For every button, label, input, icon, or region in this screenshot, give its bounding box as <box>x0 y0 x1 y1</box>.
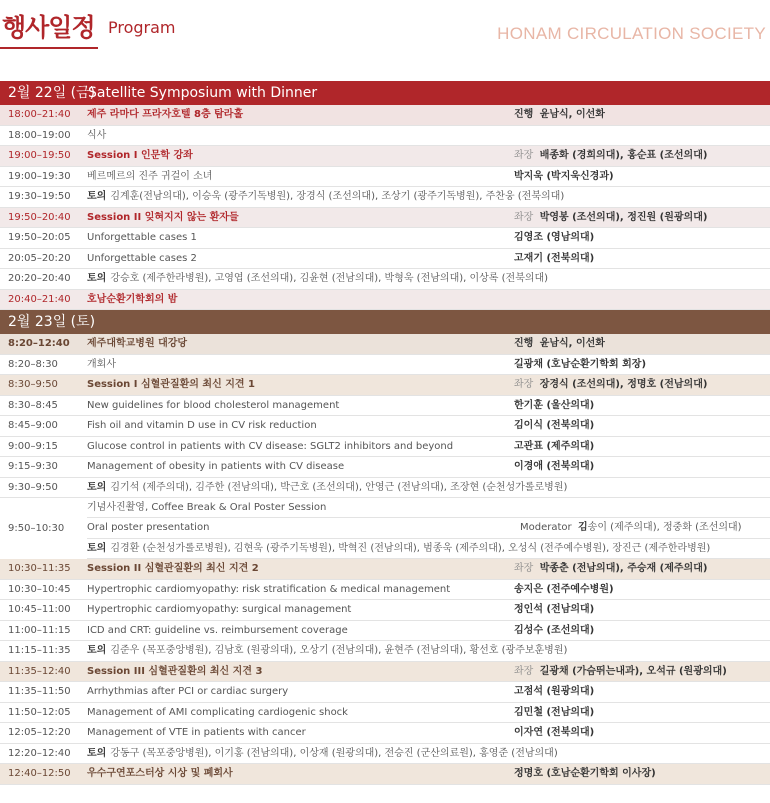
speaker-names: 윤남식, 이선화 <box>539 338 605 349</box>
speaker-names: 장경식 (조선의대), 정명호 (전남의대) <box>539 379 708 390</box>
schedule-title: Management of obesity in patients with CV disease <box>87 461 345 472</box>
speaker <box>514 703 770 724</box>
schedule-title: Session III 심혈관질환의 최신 지견 3 <box>87 665 263 677</box>
discussion-panel: 김계훈(전남의대), 이승욱 (광주기독병원), 장경식 (조선의대), 조상기 (광주기독병원), 주찬웅 (전북의대) <box>110 191 565 202</box>
speaker-names: 김이식 (전북의대) <box>514 420 595 431</box>
schedule-title: Oral poster presentation <box>87 522 210 534</box>
schedule-time: 8:20–12:40 <box>8 338 70 349</box>
schedule-title: Session II 잊혀지지 않는 환자들 <box>87 211 239 223</box>
schedule-time: 12:05–12:20 <box>8 727 71 738</box>
schedule-title: Management of AMI complicating cardiogenic shock <box>87 706 348 718</box>
schedule-row <box>87 539 770 559</box>
session-row <box>0 764 770 785</box>
schedule-time: 19:50–20:40 <box>8 211 71 223</box>
discussion-panel: 강동구 (목포중앙병원), 이기홍 (전남의대), 이상재 (원광의대), 전승진 (군산의료원), 홍영준 (전남의대) <box>110 747 558 759</box>
discussion-panel: 김준우 (목포중앙병원), 김남호 (원광의대), 오상기 (전남의대), 윤현주 (전남의대), 황선호 (광주보훈병원) <box>110 645 568 656</box>
schedule-title: 호남순환기학회의 밤 <box>87 293 178 305</box>
speaker-names: 박영봉 (조선의대), 정진원 (원광의대) <box>539 211 708 223</box>
schedule-time: 10:30–10:45 <box>8 583 71 595</box>
speaker-names: 고관표 (제주의대) <box>514 440 595 452</box>
venue-row <box>0 105 770 126</box>
speaker <box>514 621 770 642</box>
speaker-names: 길광채 (호남순환기학회 회장) <box>514 358 647 370</box>
speaker <box>514 437 770 458</box>
speaker <box>514 105 770 126</box>
discussion-label: 토의 <box>87 191 107 202</box>
schedule-time: 18:00–21:40 <box>8 109 71 120</box>
schedule-row <box>0 723 770 744</box>
page-title-en: Program <box>108 18 176 37</box>
speaker <box>514 228 770 249</box>
discussion <box>87 539 767 559</box>
speaker-names: 김민철 (전남의대) <box>514 706 595 718</box>
speaker <box>514 249 770 270</box>
schedule-time: 11:35–11:50 <box>8 686 71 697</box>
schedule-time: 8:30–8:45 <box>8 399 58 411</box>
speaker <box>514 167 770 188</box>
speaker <box>514 559 770 580</box>
discussion-row <box>0 187 770 208</box>
speaker <box>514 396 770 417</box>
session-row <box>0 559 770 580</box>
speaker <box>514 146 770 167</box>
discussion-panel: 강승호 (제주한라병원), 고영엽 (조선의대), 김윤현 (전남의대), 박형욱 (전남의대), 이상록 (전북의대) <box>110 273 549 284</box>
schedule-time: 9:50–10:30 <box>8 523 65 534</box>
speaker-names: 윤남식, 이선화 <box>539 109 605 120</box>
schedule-row <box>0 228 770 249</box>
speaker <box>514 375 770 396</box>
schedule-time: 20:40–21:40 <box>8 293 71 305</box>
schedule-time: 12:20–12:40 <box>8 747 71 759</box>
role-label: 좌장 <box>514 665 534 677</box>
session-row <box>0 146 770 167</box>
schedule-time: 20:05–20:20 <box>8 252 71 264</box>
schedule-row <box>0 396 770 417</box>
schedule-title: Hypertrophic cardiomyopathy: surgical management <box>87 604 352 615</box>
schedule-row <box>0 457 770 478</box>
session-row <box>0 290 770 311</box>
speaker-names: 정인석 (전남의대) <box>514 604 595 615</box>
speaker <box>514 580 770 601</box>
coffee-break-group <box>0 498 770 559</box>
speaker-names: 고점석 (원광의대) <box>514 686 595 697</box>
schedule-title: Hypertrophic cardiomyopathy: risk stratification & medical management <box>87 583 451 595</box>
schedule-row <box>87 498 770 518</box>
schedule-row <box>0 682 770 703</box>
schedule-title: 베르메르의 진주 귀걸이 소녀 <box>87 170 213 182</box>
role-label: 좌장 <box>514 211 534 223</box>
speaker-names: 이자연 (전북의대) <box>514 727 595 738</box>
moderator-initial: 김 <box>578 522 588 534</box>
discussion <box>87 187 767 208</box>
schedule-time: 19:00–19:50 <box>8 150 71 161</box>
discussion <box>87 744 767 765</box>
speaker-names: 정명호 (호남순환기학회 이사장) <box>514 768 656 779</box>
role-label: 진행 <box>514 338 534 349</box>
day2-header <box>0 310 770 334</box>
schedule-time: 11:15–11:35 <box>8 645 71 656</box>
day1-title: Satellite Symposium with Dinner <box>88 85 318 101</box>
speaker <box>514 334 770 355</box>
day1-header <box>0 81 770 105</box>
schedule-title: Fish oil and vitamin D use in CV risk reduction <box>87 420 317 431</box>
day2-date: 2월 23일 (토) <box>8 314 96 330</box>
role-label: 진행 <box>514 109 534 120</box>
schedule-title: 우수구연포스터상 시상 및 폐회사 <box>87 768 233 779</box>
speaker-names: 배종화 (경희의대), 홍순표 (조선의대) <box>539 150 708 161</box>
schedule-time: 19:30–19:50 <box>8 191 71 202</box>
schedule-time: 11:50–12:05 <box>8 706 71 718</box>
page-header <box>0 0 770 60</box>
speaker-names: 길광채 (가슴뛰는내과), 오석규 (원광의대) <box>539 665 727 677</box>
schedule-title: Unforgettable cases 1 <box>87 232 197 243</box>
schedule-row <box>0 126 770 147</box>
day2-schedule <box>0 334 770 785</box>
schedule-title: Session I 인문학 강좌 <box>87 150 193 161</box>
venue-row <box>0 334 770 355</box>
schedule-row <box>0 249 770 270</box>
schedule-row <box>0 621 770 642</box>
moderator <box>520 518 770 538</box>
role-label: 좌장 <box>514 150 534 161</box>
session-row <box>0 208 770 229</box>
speaker-names: 김성수 (조선의대) <box>514 624 595 636</box>
schedule-time: 19:00–19:30 <box>8 170 71 182</box>
schedule-row <box>0 437 770 458</box>
speaker <box>514 416 770 437</box>
schedule-title: Unforgettable cases 2 <box>87 252 197 264</box>
session-row <box>0 375 770 396</box>
schedule-time: 10:30–11:35 <box>8 563 71 574</box>
schedule-time: 9:15–9:30 <box>8 461 58 472</box>
discussion-row <box>0 744 770 765</box>
schedule-time: 11:35–12:40 <box>8 665 71 677</box>
schedule-row <box>0 703 770 724</box>
schedule-time: 10:45–11:00 <box>8 604 71 615</box>
schedule-time: 8:20–8:30 <box>8 358 58 370</box>
speaker-names: 고재기 (전북의대) <box>514 252 595 264</box>
schedule-time: 9:00–9:15 <box>8 440 58 452</box>
day1-date: 2월 22일 (금) <box>8 85 96 101</box>
session-row <box>0 662 770 683</box>
speaker-names: 이경애 (전북의대) <box>514 461 595 472</box>
speaker <box>514 457 770 478</box>
speaker <box>514 764 770 785</box>
speaker <box>514 600 770 621</box>
schedule-row <box>0 355 770 376</box>
schedule-time: 9:30–9:50 <box>8 481 58 493</box>
schedule-title: 식사 <box>87 129 107 141</box>
role-label: 좌장 <box>514 563 534 574</box>
schedule-time: 8:45–9:00 <box>8 420 58 431</box>
speaker-names: 김영조 (영남의대) <box>514 232 595 243</box>
role-label: 좌장 <box>514 379 534 390</box>
discussion <box>87 641 767 662</box>
moderator-names: 송이 (제주의대), 정중화 (조선의대) <box>587 522 742 534</box>
schedule-title: Session I 심혈관질환의 최신 지견 1 <box>87 379 255 390</box>
speaker <box>514 208 770 229</box>
schedule-title: 제주 라마다 프라자호텔 8층 탐라홀 <box>87 109 244 120</box>
discussion-label: 토의 <box>87 747 107 759</box>
schedule-title: 개회사 <box>87 358 116 370</box>
speaker-names: 송지은 (전주예수병원) <box>514 583 614 595</box>
schedule-title: ICD and CRT: guideline vs. reimbursement coverage <box>87 624 348 636</box>
discussion-panel: 김경환 (순천성가롤로병원), 김현욱 (광주기독병원), 박혁진 (전남의대), 범종욱 (제주의대), 오성식 (전주예수병원), 장진근 (제주한라병원) <box>110 542 711 554</box>
discussion-label: 토의 <box>87 273 107 284</box>
day1-schedule <box>0 105 770 310</box>
schedule-time: 19:50–20:05 <box>8 232 71 243</box>
title-underline <box>0 47 98 49</box>
speaker <box>514 355 770 376</box>
discussion-row <box>0 269 770 290</box>
discussion-row <box>0 641 770 662</box>
schedule-time: 18:00–19:00 <box>8 129 71 141</box>
discussion <box>87 269 767 290</box>
speaker-names: 박지욱 (박지욱신경과) <box>514 170 614 182</box>
schedule-time: 12:40–12:50 <box>8 768 71 779</box>
schedule-title: 제주대학교병원 대강당 <box>87 338 188 349</box>
page-title: 행사일정 <box>2 13 95 42</box>
schedule-time: 20:20–20:40 <box>8 273 71 284</box>
schedule-title: Arrhythmias after PCI or cardiac surgery <box>87 686 289 697</box>
discussion-label: 토의 <box>87 481 107 493</box>
speaker <box>514 723 770 744</box>
society-name: HONAM CIRCULATION SOCIETY <box>497 24 766 43</box>
speaker <box>514 662 770 683</box>
schedule-title: 기념사진촬영, Coffee Break & Oral Poster Session <box>87 502 327 513</box>
discussion-label: 토의 <box>87 542 107 554</box>
schedule-title: Management of VTE in patients with cancer <box>87 727 306 738</box>
schedule-time: 8:30–9:50 <box>8 379 58 390</box>
discussion-row <box>0 478 770 499</box>
schedule-title: Glucose control in patients with CV disease: SGLT2 inhibitors and beyond <box>87 440 454 452</box>
schedule-title: Session II 심혈관질환의 최신 지견 2 <box>87 563 259 574</box>
schedule-row <box>0 167 770 188</box>
discussion <box>87 478 767 499</box>
discussion-label: 토의 <box>87 645 107 656</box>
schedule-row <box>0 416 770 437</box>
schedule-row <box>0 600 770 621</box>
speaker-names: 박종춘 (전남의대), 주승재 (제주의대) <box>539 563 708 574</box>
schedule-time: 11:00–11:15 <box>8 624 71 636</box>
discussion-panel: 김기석 (제주의대), 김주한 (전남의대), 박근호 (조선의대), 안영근 (전남의대), 조장현 (순천성가롤로병원) <box>110 481 568 493</box>
schedule-title: New guidelines for blood cholesterol management <box>87 399 340 411</box>
speaker <box>514 682 770 703</box>
schedule-row <box>87 518 770 538</box>
schedule-row <box>0 580 770 601</box>
speaker-names: 한기훈 (울산의대) <box>514 399 595 411</box>
role-label: Moderator <box>520 522 572 534</box>
